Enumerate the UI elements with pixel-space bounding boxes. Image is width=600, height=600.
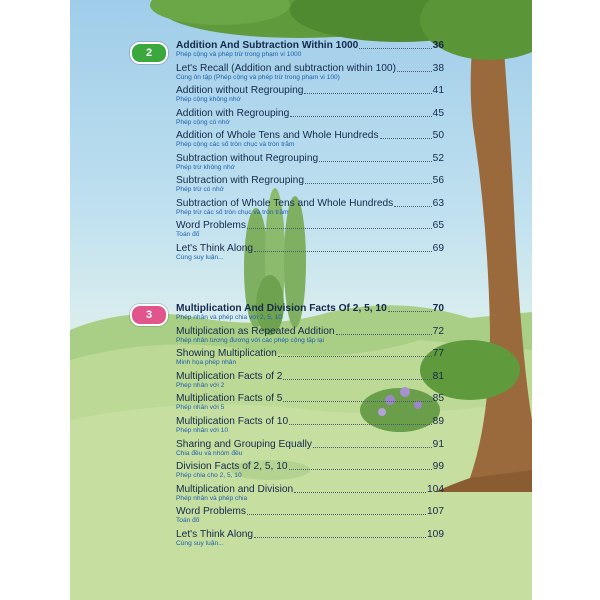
toc-entry-title: Word Problems bbox=[176, 506, 247, 518]
toc-entry-subtitle: Phép trừ có nhớ bbox=[176, 186, 224, 193]
toc-entry-row bbox=[176, 243, 444, 254]
toc-entry-row bbox=[176, 153, 444, 164]
toc-entry-title: Word Problems bbox=[176, 220, 247, 231]
toc-entry[interactable] bbox=[176, 484, 444, 503]
leader-dots bbox=[294, 492, 426, 493]
leader-dots bbox=[289, 424, 432, 425]
leader-dots bbox=[254, 251, 432, 252]
toc-entry-title: Multiplication and Division bbox=[176, 483, 294, 495]
toc-entry-row bbox=[176, 63, 444, 74]
leader-dots bbox=[380, 138, 432, 139]
toc-entry[interactable] bbox=[176, 85, 444, 104]
toc-entry[interactable] bbox=[176, 243, 444, 262]
toc-entry-page-number: 109 bbox=[427, 529, 444, 540]
leader-dots bbox=[283, 379, 431, 380]
leader-dots bbox=[278, 356, 432, 357]
toc-entry[interactable] bbox=[176, 175, 444, 194]
chapter-number-badge[interactable]: 2 bbox=[130, 42, 168, 64]
toc-entry[interactable] bbox=[176, 529, 444, 548]
toc-entry-subtitle: Cùng suy luận... bbox=[176, 253, 224, 261]
toc-entry-page-number: 63 bbox=[432, 197, 444, 209]
leader-dots bbox=[290, 116, 431, 117]
toc-entry-page-number: 65 bbox=[432, 220, 444, 231]
toc-entry-subtitle: Phép trừ không nhớ bbox=[176, 163, 235, 171]
toc-entry-title: Let's Recall (Addition and subtraction within 100) bbox=[176, 62, 396, 74]
toc-entry[interactable] bbox=[176, 439, 444, 458]
toc-entry[interactable] bbox=[176, 220, 444, 239]
toc-entry-row bbox=[176, 529, 444, 540]
toc-entry[interactable] bbox=[176, 371, 444, 390]
leader-dots bbox=[319, 161, 432, 162]
toc-entry-row bbox=[176, 439, 444, 450]
toc-entry-page-number: 77 bbox=[432, 348, 444, 360]
leader-dots bbox=[254, 537, 426, 538]
toc-entry-row bbox=[176, 40, 444, 51]
toc-entry-page-number: 107 bbox=[427, 506, 444, 518]
toc-entry-page-number: 38 bbox=[432, 62, 444, 74]
toc-entry-subtitle: Phép nhân với 10 bbox=[176, 427, 228, 434]
toc-entry-title: Multiplication as Repeated Addition bbox=[176, 325, 335, 337]
toc-entry-row bbox=[176, 85, 444, 96]
toc-entry-title: Addition of Whole Tens and Whole Hundreds bbox=[176, 130, 379, 141]
toc-entry-subtitle: Chia đều và nhóm đều bbox=[176, 449, 243, 457]
leader-dots bbox=[313, 447, 432, 448]
toc-entry-page-number: 36 bbox=[432, 40, 444, 51]
toc-entry-row bbox=[176, 506, 444, 517]
toc-entry-title: Subtraction with Regrouping bbox=[176, 175, 304, 186]
toc-entry-title: Addition without Regrouping bbox=[176, 85, 304, 96]
leader-dots bbox=[283, 401, 431, 402]
toc-entry-subtitle: Phép cộng không nhớ bbox=[176, 96, 241, 103]
toc-entry[interactable] bbox=[176, 198, 444, 217]
toc-entry-subtitle: Minh họa phép nhân bbox=[176, 359, 237, 367]
toc-entry[interactable] bbox=[176, 348, 444, 367]
toc-entry-page-number: 99 bbox=[432, 461, 444, 473]
toc-entry[interactable] bbox=[176, 40, 444, 59]
toc-entry-subtitle: Phép cộng có nhớ bbox=[176, 118, 230, 126]
toc-entry-row bbox=[176, 175, 444, 186]
toc-entry-page-number: 72 bbox=[432, 325, 444, 337]
toc-entry[interactable] bbox=[176, 153, 444, 172]
toc-entry-page-number: 70 bbox=[432, 303, 444, 314]
toc-entry[interactable] bbox=[176, 393, 444, 412]
toc-entry[interactable] bbox=[176, 303, 444, 322]
toc-entry-row bbox=[176, 220, 444, 231]
toc-entry-subtitle: Phép cộng các số tròn chục và tròn trăm bbox=[176, 141, 295, 148]
toc-entry-title: Showing Multiplication bbox=[176, 348, 277, 360]
toc-entry-subtitle: Toán đố bbox=[176, 517, 200, 525]
leader-dots bbox=[304, 93, 431, 94]
leader-dots bbox=[359, 48, 431, 49]
toc-entry-page-number: 104 bbox=[427, 483, 444, 495]
toc-entry-page-number: 91 bbox=[432, 438, 444, 450]
toc-entry[interactable] bbox=[176, 326, 444, 345]
toc-entry-title: Multiplication Facts of 2 bbox=[176, 370, 283, 382]
toc-entry-title: Let's Think Along bbox=[176, 529, 254, 540]
toc-entry-page-number: 52 bbox=[432, 152, 444, 164]
toc-entry[interactable] bbox=[176, 130, 444, 149]
toc-entry-subtitle: Toán đố bbox=[176, 231, 200, 238]
leader-dots bbox=[247, 228, 432, 229]
toc-entry-row bbox=[176, 130, 444, 141]
leader-dots bbox=[397, 71, 432, 72]
toc-entry[interactable] bbox=[176, 108, 444, 127]
toc-entry-row bbox=[176, 371, 444, 382]
toc-entry-subtitle: Phép nhân với 5 bbox=[176, 404, 225, 412]
toc-entry-page-number: 41 bbox=[432, 85, 444, 96]
leader-dots bbox=[289, 469, 432, 470]
toc-entry-title: Subtraction of Whole Tens and Whole Hundreds bbox=[176, 197, 394, 209]
toc-entry-subtitle: Phép nhân tương đương với các phép cộng lặp lại bbox=[176, 336, 324, 344]
toc-entry-subtitle: Phép nhân với 2 bbox=[176, 381, 225, 389]
toc-entry-page-number: 50 bbox=[432, 130, 444, 141]
toc-entry[interactable] bbox=[176, 506, 444, 525]
toc-entry-subtitle: Phép nhân và phép chia với 2, 5, 10 bbox=[176, 314, 282, 321]
toc-entry-subtitle: Phép chia cho 2, 5, 10 bbox=[176, 472, 242, 480]
toc-entry-title: Multiplication Facts of 10 bbox=[176, 416, 289, 427]
toc-entry[interactable] bbox=[176, 63, 444, 82]
toc-entry-subtitle: Cùng ôn tập (Phép cộng và phép trừ trong phạm vi 100) bbox=[176, 73, 340, 81]
leader-dots bbox=[247, 514, 426, 515]
toc-entry-row bbox=[176, 393, 444, 404]
toc-entry-page-number: 56 bbox=[432, 175, 444, 186]
toc-entry-subtitle: Phép nhân và phép chia bbox=[176, 494, 248, 502]
toc-entry-page-number: 89 bbox=[432, 416, 444, 427]
toc-entry-row bbox=[176, 303, 444, 314]
toc-entry-row bbox=[176, 348, 444, 359]
toc-entry-title: Subtraction without Regrouping bbox=[176, 152, 319, 164]
chapter-number-badge[interactable]: 3 bbox=[130, 304, 168, 326]
leader-dots bbox=[388, 311, 432, 312]
toc-entry-row bbox=[176, 198, 444, 209]
toc-entry-title: Sharing and Grouping Equally bbox=[176, 438, 312, 450]
toc-entry[interactable] bbox=[176, 461, 444, 480]
toc-entry-subtitle: Phép trừ các số tròn chục và tròn trăm bbox=[176, 208, 289, 216]
toc-entry-row bbox=[176, 326, 444, 337]
toc-entry-row bbox=[176, 461, 444, 472]
toc-entry-subtitle: Phép cộng và phép trừ trong phạm vi 1000 bbox=[176, 51, 302, 58]
toc-entry-row bbox=[176, 416, 444, 427]
toc-entry-row bbox=[176, 108, 444, 119]
toc-entry-title: Addition And Subtraction Within 1000 bbox=[176, 40, 359, 51]
toc-entry-title: Division Facts of 2, 5, 10 bbox=[176, 461, 288, 473]
toc-entry-subtitle: Cùng suy luận... bbox=[176, 540, 224, 547]
toc-entry[interactable] bbox=[176, 416, 444, 435]
toc-entry-title: Addition with Regrouping bbox=[176, 107, 290, 119]
book-page bbox=[70, 0, 532, 600]
leader-dots bbox=[394, 206, 431, 207]
toc-entry-page-number: 81 bbox=[432, 370, 444, 382]
toc-entry-title: Let's Think Along bbox=[176, 242, 254, 254]
leader-dots bbox=[305, 183, 432, 184]
toc-entry-row bbox=[176, 484, 444, 495]
toc-entry-page-number: 45 bbox=[432, 107, 444, 119]
leader-dots bbox=[336, 334, 432, 335]
toc-entry-page-number: 69 bbox=[432, 242, 444, 254]
toc-entry-title: Multiplication And Division Facts Of 2, 5, 10 bbox=[176, 303, 387, 314]
toc-entry-page-number: 85 bbox=[432, 393, 444, 405]
toc-entry-title: Multiplication Facts of 5 bbox=[176, 393, 283, 405]
